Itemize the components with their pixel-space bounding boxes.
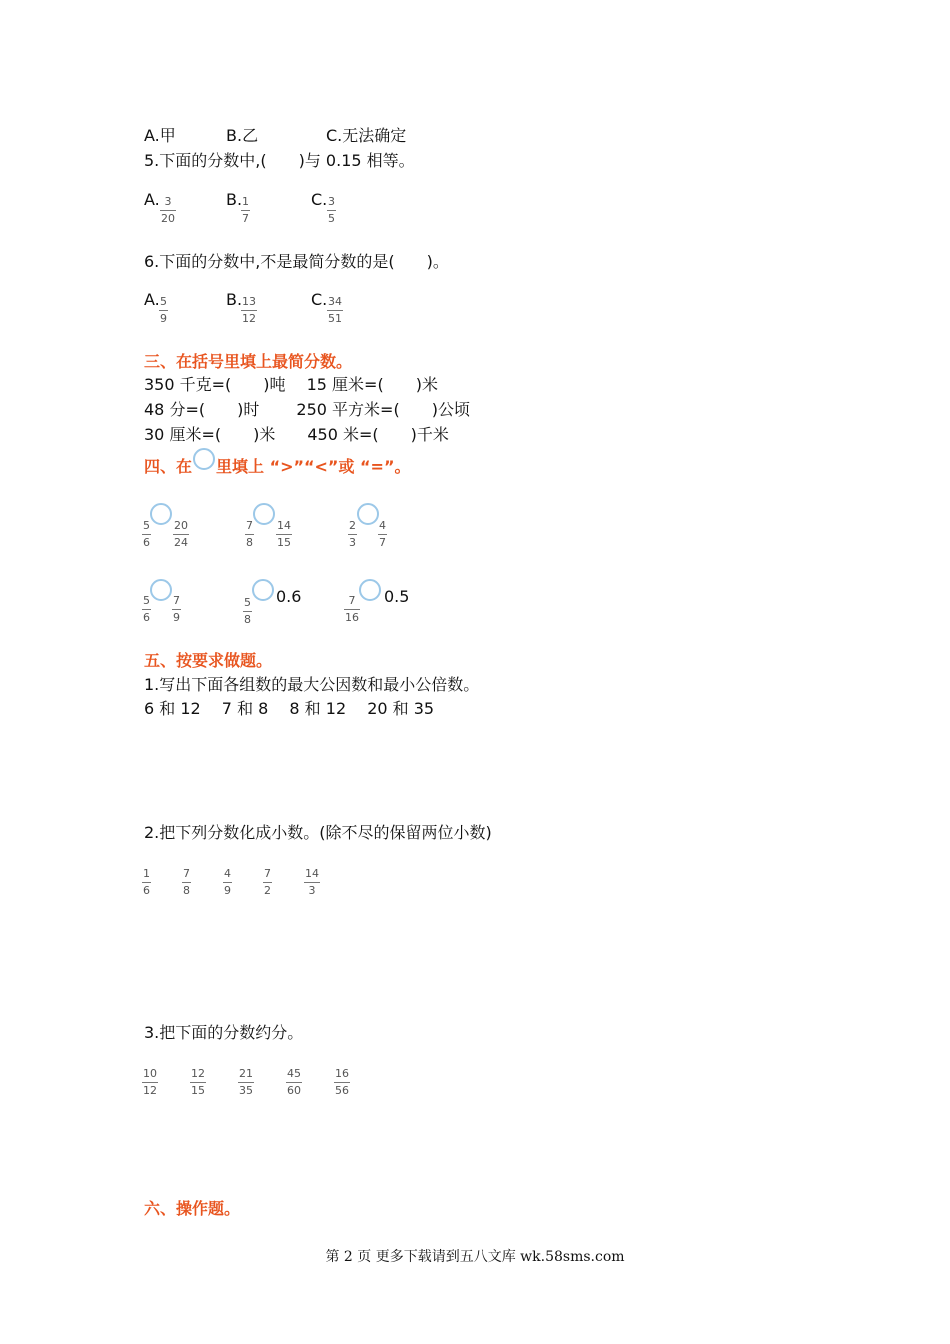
fraction-bar	[190, 1082, 206, 1083]
fraction-bar	[172, 609, 181, 610]
q6-option-c-label: C.	[311, 290, 328, 309]
denominator: 8	[183, 884, 190, 897]
q2-fraction-5	[304, 868, 320, 897]
fraction-bar	[173, 534, 189, 535]
numerator: 1	[143, 867, 150, 880]
fraction-bar	[142, 609, 151, 610]
numerator: 7	[264, 867, 271, 880]
compare-circle-6[interactable]	[359, 579, 381, 601]
section-5-question-1-items: 6 和 12 7 和 8 8 和 12 20 和 35	[144, 699, 435, 718]
fraction-bar	[276, 534, 292, 535]
numerator: 5	[143, 519, 150, 532]
q5-option-c-fraction	[327, 196, 336, 225]
numerator: 20	[174, 519, 188, 532]
fraction-bar	[263, 882, 272, 883]
denominator: 8	[246, 536, 253, 549]
numerator: 21	[239, 1067, 253, 1080]
numerator: 14	[305, 867, 319, 880]
numerator: 5	[160, 295, 167, 308]
section-3-title: 三、在括号里填上最简分数。	[144, 352, 353, 371]
question-6: 6.下面的分数中,不是最简分数的是( )。	[144, 252, 449, 271]
option-b-yi: B.乙	[226, 126, 259, 145]
question-5: 5.下面的分数中,( )与 0.15 相等。	[144, 151, 415, 170]
denominator: 7	[242, 212, 249, 225]
section-3-line-1: 350 千克=( )吨 15 厘米=( )米	[144, 375, 438, 394]
q2-fraction-3	[223, 868, 232, 897]
section-5-title: 五、按要求做题。	[144, 651, 273, 670]
fraction-bar	[348, 534, 357, 535]
q2-fraction-2	[182, 868, 191, 897]
fraction-bar	[327, 210, 336, 211]
option-a-jia: A.甲	[144, 126, 176, 145]
fraction-bar	[241, 210, 250, 211]
s4r2-left-fraction-3	[344, 595, 360, 624]
numerator: 4	[379, 519, 386, 532]
fraction-bar	[243, 611, 252, 612]
denominator: 7	[379, 536, 386, 549]
q5-option-a-fraction	[160, 196, 176, 225]
s4r1-left-fraction-2	[245, 520, 254, 549]
numerator: 12	[191, 1067, 205, 1080]
numerator: 3	[328, 195, 335, 208]
page-footer: 第 2 页 更多下载请到五八文库 wk.58sms.com	[325, 1249, 625, 1265]
q5-option-b-fraction	[241, 196, 250, 225]
numerator: 7	[246, 519, 253, 532]
denominator: 6	[143, 611, 150, 624]
numerator: 3	[164, 195, 172, 208]
denominator: 15	[191, 1084, 205, 1097]
s4r2-left-fraction-1	[142, 595, 151, 624]
s4r1-right-fraction-2	[276, 520, 292, 549]
compare-circle-4[interactable]	[150, 579, 172, 601]
denominator: 12	[143, 1084, 157, 1097]
section-5-question-1: 1.写出下面各组数的最大公因数和最小公倍数。	[144, 675, 480, 694]
denominator: 12	[242, 312, 256, 325]
numerator: 34	[328, 295, 342, 308]
q5-option-c-label: C.	[311, 190, 328, 209]
section-5-question-2: 2.把下列分数化成小数。(除不尽的保留两位小数)	[144, 823, 492, 842]
numerator: 5	[244, 596, 251, 609]
numerator: 1	[242, 195, 249, 208]
s4r2-left-fraction-2	[243, 597, 252, 626]
q6-option-b-fraction	[241, 296, 257, 325]
s4r1-right-fraction-1	[173, 520, 189, 549]
section-5-question-3: 3.把下面的分数约分。	[144, 1023, 304, 1042]
numerator: 45	[287, 1067, 301, 1080]
section-4-title-part2: 里填上 “>”“<”或 “=”。	[216, 457, 411, 476]
section-6-title: 六、操作题。	[144, 1199, 241, 1218]
fraction-bar	[245, 534, 254, 535]
q3-fraction-2	[190, 1068, 206, 1097]
numerator: 2	[349, 519, 356, 532]
denominator: 3	[308, 884, 316, 897]
denominator: 51	[328, 312, 342, 325]
q5-option-b-label: B.	[226, 190, 243, 209]
numerator: 7	[348, 594, 356, 607]
numerator: 7	[173, 594, 180, 607]
numerator: 4	[224, 867, 231, 880]
decimal-value-2: 0.5	[384, 587, 410, 606]
compare-circle-icon	[193, 448, 215, 470]
compare-circle-5[interactable]	[252, 579, 274, 601]
q3-fraction-3	[238, 1068, 254, 1097]
fraction-bar	[223, 882, 232, 883]
s4r1-left-fraction-1	[142, 520, 151, 549]
fraction-bar	[286, 1082, 302, 1083]
denominator: 8	[244, 613, 251, 626]
denominator: 9	[173, 611, 180, 624]
denominator: 3	[349, 536, 356, 549]
fraction-bar	[142, 534, 151, 535]
q3-fraction-5	[334, 1068, 350, 1097]
denominator: 15	[277, 536, 291, 549]
denominator: 9	[160, 312, 167, 325]
q6-option-a-label: A.	[144, 290, 160, 309]
compare-circle-2[interactable]	[253, 503, 275, 525]
q5-option-a-label: A.	[144, 190, 160, 209]
denominator: 24	[174, 536, 188, 549]
fraction-bar	[142, 882, 151, 883]
s4r1-right-fraction-3	[378, 520, 387, 549]
q3-fraction-4	[286, 1068, 302, 1097]
denominator: 6	[143, 536, 150, 549]
fraction-bar	[142, 1082, 158, 1083]
numerator: 5	[143, 594, 150, 607]
section-3-line-3: 30 厘米=( )米 450 米=( )千米	[144, 425, 449, 444]
section-4-title-part1: 四、在	[144, 457, 193, 476]
fraction-bar	[304, 882, 320, 883]
section-3-line-2: 48 分=( )时 250 平方米=( )公顷	[144, 400, 470, 419]
s4r2-right-fraction-1	[172, 595, 181, 624]
fraction-bar	[238, 1082, 254, 1083]
denominator: 20	[161, 212, 175, 225]
s4r1-left-fraction-3	[348, 520, 357, 549]
fraction-bar	[159, 310, 168, 311]
fraction-bar	[378, 534, 387, 535]
numerator: 16	[335, 1067, 349, 1080]
denominator: 16	[345, 611, 359, 624]
denominator: 2	[264, 884, 271, 897]
denominator: 56	[335, 1084, 349, 1097]
denominator: 9	[224, 884, 231, 897]
denominator: 5	[328, 212, 335, 225]
q2-fraction-4	[263, 868, 272, 897]
numerator: 10	[143, 1067, 157, 1080]
q6-option-b-label: B.	[226, 290, 243, 309]
q6-option-c-fraction	[327, 296, 343, 325]
denominator: 35	[239, 1084, 253, 1097]
fraction-bar	[241, 310, 257, 311]
q2-fraction-1	[142, 868, 151, 897]
fraction-bar	[327, 310, 343, 311]
denominator: 60	[287, 1084, 301, 1097]
fraction-bar	[344, 609, 360, 610]
compare-circle-1[interactable]	[150, 503, 172, 525]
fraction-bar	[182, 882, 191, 883]
numerator: 7	[183, 867, 190, 880]
compare-circle-3[interactable]	[357, 503, 379, 525]
q3-fraction-1	[142, 1068, 158, 1097]
option-c-uncertain: C.无法确定	[326, 126, 407, 145]
numerator: 14	[277, 519, 291, 532]
numerator: 13	[242, 295, 256, 308]
q6-option-a-fraction	[159, 296, 168, 325]
fraction-bar	[160, 210, 176, 211]
denominator: 6	[143, 884, 150, 897]
fraction-bar	[334, 1082, 350, 1083]
decimal-value-1: 0.6	[276, 587, 302, 606]
